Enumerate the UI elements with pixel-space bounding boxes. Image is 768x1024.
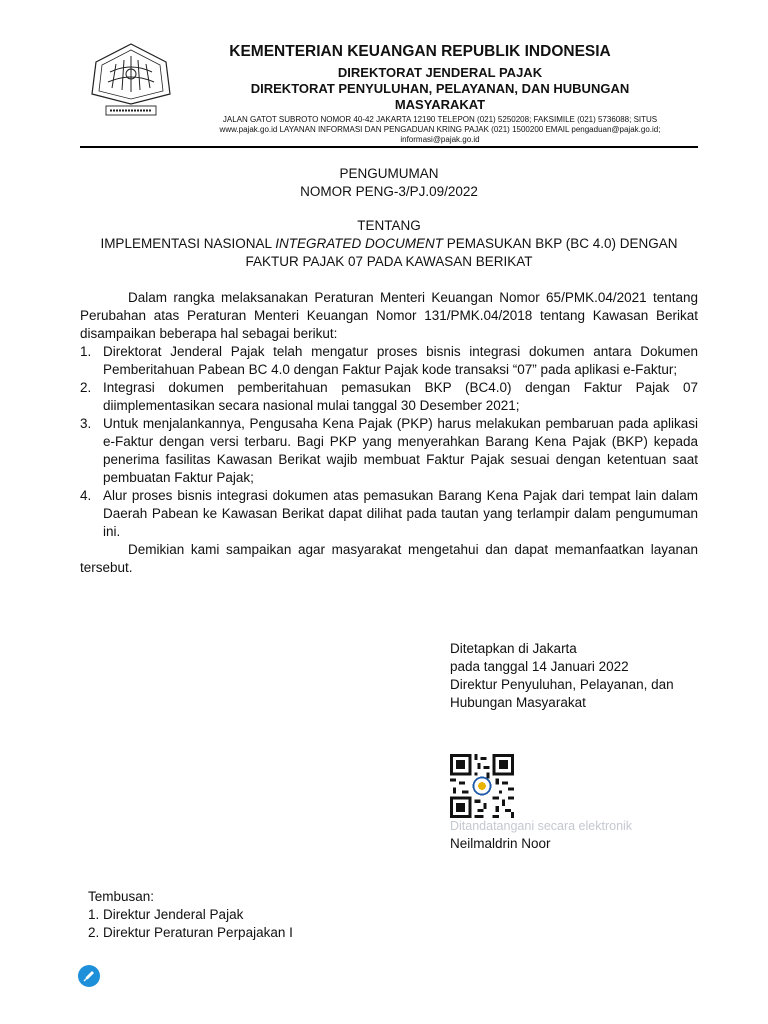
signer-name: Neilmaldrin Noor [450,836,551,851]
subject-italic: INTEGRATED DOCUMENT [275,236,443,251]
sign-position-line1: Direktur Penyuluhan, Pelayanan, dan [450,677,674,692]
list-number: 4. [80,488,92,503]
announcement-title [80,165,698,271]
directorate-general: DIREKTORAT JENDERAL PAJAK [337,65,543,80]
carbon-copy [88,888,293,942]
sign-position-line2: Hubungan Masyarakat [450,695,586,710]
electronic-signature-note: Ditandatangani secara elektronik [450,819,633,833]
cc-item: 2. Direktur Peraturan Perpajakan I [88,925,293,940]
intro-paragraph: Dalam rangka melaksanakan Peraturan Menteri Keuangan Nomor 65/PMK.04/2021 tentang Perubahan atas Peraturan Menteri Keuangan Nomor 131/PMK.04/2018 tentang Kawasan Berikat disampaikan beberapa hal sebagai berikut: [80,290,698,341]
header-divider [80,146,698,148]
list-item [80,343,698,379]
directorate-line2: MASYARAKAT [394,97,486,112]
sign-date: pada tanggal 14 Januari 2022 [450,659,629,674]
document-number: NOMOR PENG-3/PJ.09/2022 [300,184,478,199]
cc-label: Tembusan: [88,889,155,904]
cc-item: 1. Direktur Jenderal Pajak [88,907,244,922]
subject-post: PEMASUKAN BKP (BC 4.0) DENGAN [442,236,678,251]
list-text: Untuk menjalankannya, Pengusaha Kena Pajak (PKP) harus melakukan pembaruan pada aplikasi e-Faktur dengan versi terbaru. Bagi PKP yang menyerahkan Barang Kena Pajak (BKP) kepada penerima fasilitas Kawasan Berikat wajib membuat Faktur Pajak sesuai dengan ketentuan saat pembuatan Faktur Pajak; [103,416,698,485]
list-number: 3. [80,416,92,431]
list-text: Direktorat Jenderal Pajak telah mengatur proses bisnis integrasi dokumen antara Dokumen Pemberitahuan Pabean BC 4.0 dengan Faktur Pajak kode transaksi “07” pada aplikasi e-Faktur; [103,344,698,377]
document-type: PENGUMUMAN [339,166,439,181]
letterhead [180,42,700,145]
points-list [80,343,698,541]
directorate-line1: DIREKTORAT PENYULUHAN, PELAYANAN, DAN HUBUNGAN [250,81,630,96]
ministry-name: KEMENTERIAN KEUANGAN REPUBLIK INDONESIA [229,43,611,60]
list-text: Alur proses bisnis integrasi dokumen atas pemasukan Barang Kena Pajak dari tempat lain dalam Daerah Pabean ke Kawasan Berikat dapat dilihat pada tautan yang terlampir dalam pengumuman ini. [103,488,698,539]
list-number: 1. [80,344,92,359]
closing-paragraph: Demikian kami sampaikan agar masyarakat mengetahui dan dapat memanfaatkan layanan tersebut. [80,542,698,575]
edit-button[interactable] [78,965,100,987]
list-item [80,487,698,541]
announcement-body [80,289,698,577]
list-text: Integrasi dokumen pemberitahuan pemasukan BKP (BC4.0) dengan Faktur Pajak 07 diimplementasikan secara nasional mulai tanggal 30 Desember 2021; [103,380,698,413]
list-item [80,379,698,415]
edit-pen-icon [78,965,100,987]
list-item [80,415,698,487]
qr-code-icon [450,754,514,818]
sign-place: Ditetapkan di Jakarta [450,641,577,656]
subject-pre: IMPLEMENTASI NASIONAL [100,236,276,251]
signature-block [450,640,710,712]
list-number: 2. [80,380,92,395]
address-contact: JALAN GATOT SUBROTO NOMOR 40-42 JAKARTA 12190 TELEPON (021) 5250208; FAKSIMILE (021) 5736088; SITUS www.pajak.go.id LAYANAN INFORMASI DAN PENGADUAN KRING PAJAK (021) 1500200 EMAIL pengaduan@pajak.go.id; informasi@pajak.go.id [219,115,661,144]
subject-line1 [80,235,698,253]
subject-line2: FAKTUR PAJAK 07 PADA KAWASAN BERIKAT [245,254,533,269]
about-label: TENTANG [357,218,421,233]
